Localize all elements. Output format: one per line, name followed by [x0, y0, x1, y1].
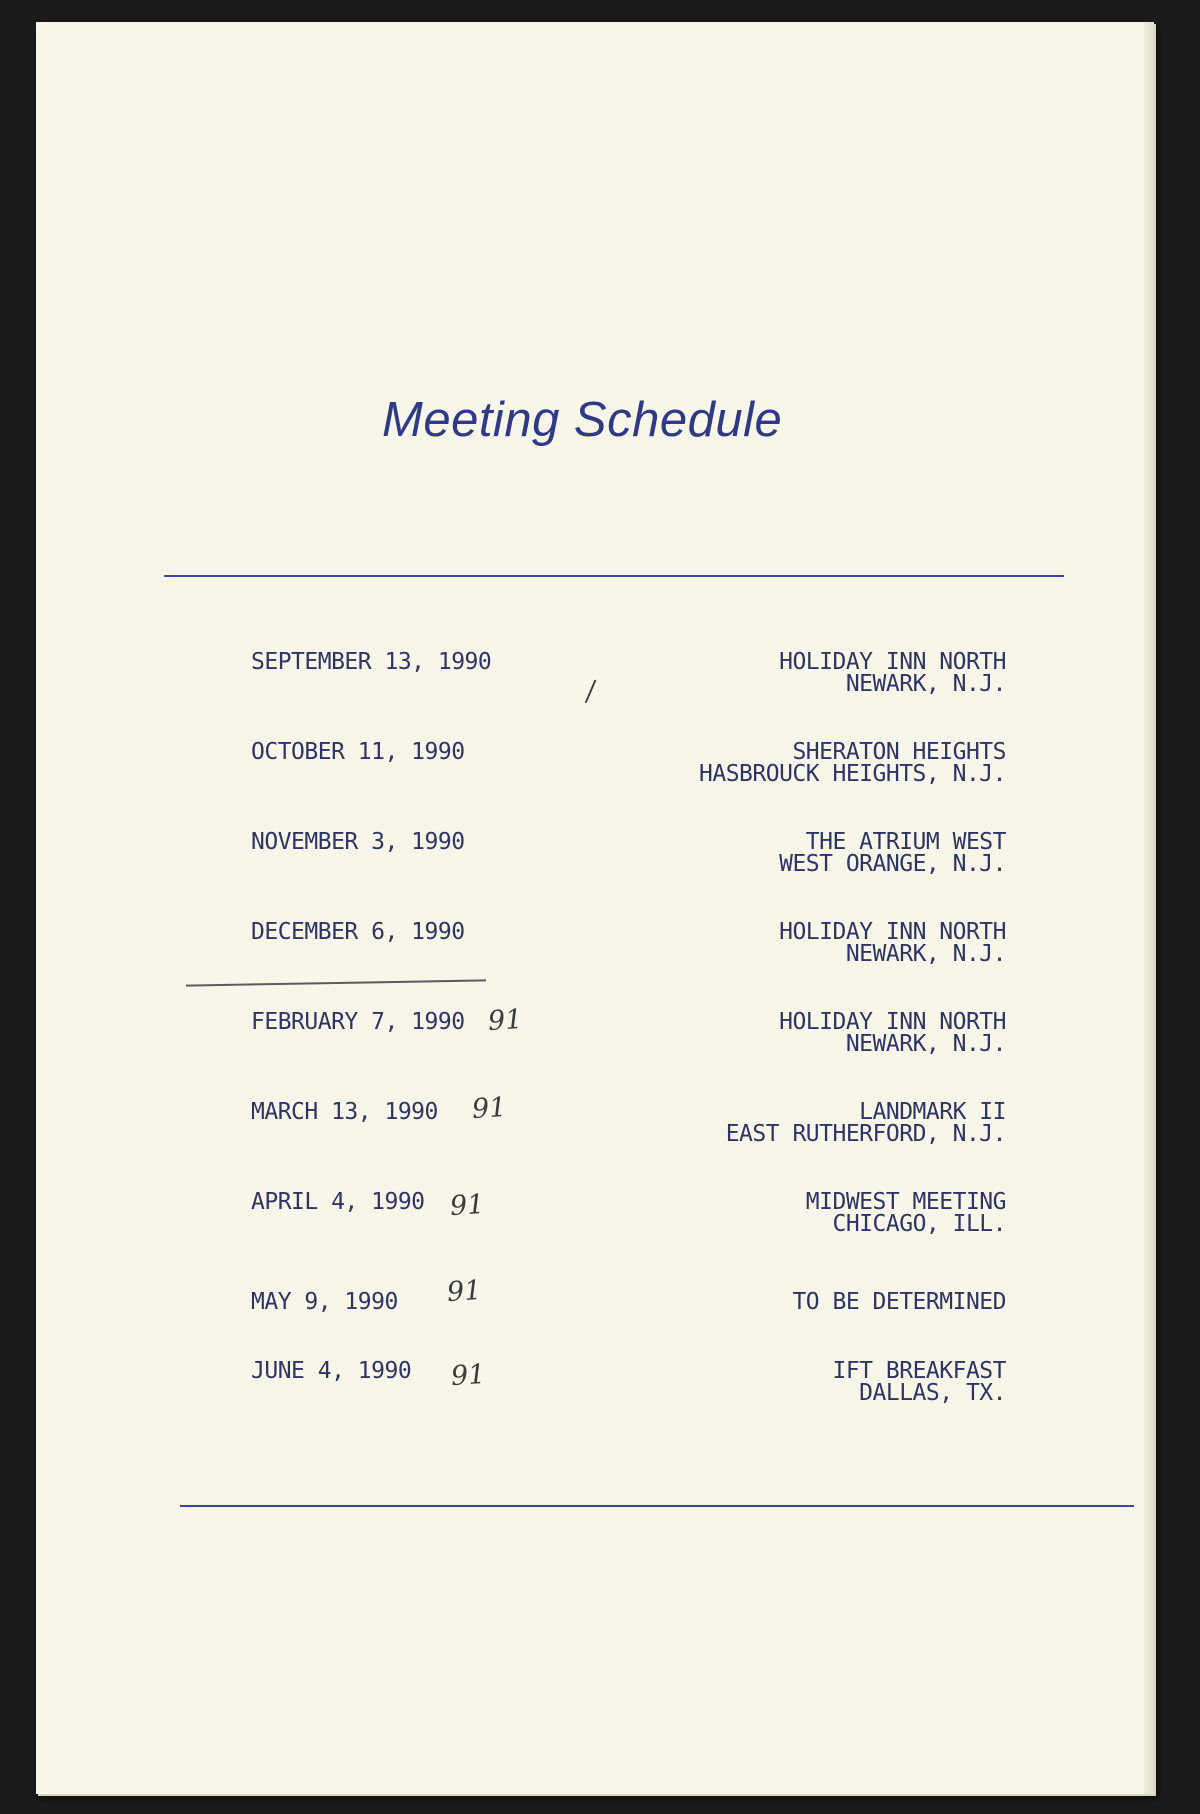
- meeting-date: OCTOBER 11, 1990: [251, 739, 465, 765]
- page-title: Meeting Schedule: [382, 393, 783, 447]
- venue-location: EAST RUTHERFORD, N.J.: [725, 1121, 1006, 1147]
- meeting-venue: [779, 1011, 1006, 1055]
- meeting-date: SEPTEMBER 13, 1990: [251, 649, 492, 675]
- meeting-date: APRIL 4, 1990: [251, 1189, 425, 1215]
- venue-name: HOLIDAY INN NORTH: [779, 649, 1006, 675]
- venue-location: WEST ORANGE, N.J.: [779, 851, 1006, 877]
- handwritten-mark: /: [584, 675, 597, 708]
- meeting-venue: [792, 1291, 1006, 1335]
- handwritten-year: 91: [486, 1003, 524, 1038]
- venue-location: CHICAGO, ILL.: [832, 1211, 1006, 1237]
- venue-name: IFT BREAKFAST: [832, 1358, 1006, 1384]
- venue-location: NEWARK, N.J.: [845, 941, 1006, 967]
- handwritten-year: 91: [449, 1358, 487, 1393]
- handwritten-year: 91: [445, 1274, 483, 1309]
- meeting-venue: [699, 741, 1006, 785]
- page-edge: [1144, 22, 1154, 1794]
- meeting-date: NOVEMBER 3, 1990: [251, 829, 465, 855]
- meeting-date: DECEMBER 6, 1990: [251, 919, 465, 945]
- venue-name: LANDMARK II: [859, 1099, 1006, 1125]
- schedule-page: [36, 22, 1154, 1794]
- handwritten-underline: [186, 979, 486, 986]
- venue-name: TO BE DETERMINED: [792, 1289, 1006, 1315]
- bottom-divider: [180, 1505, 1134, 1507]
- meeting-venue: [726, 1101, 1006, 1145]
- venue-location: NEWARK, N.J.: [845, 671, 1006, 697]
- venue-location: NEWARK, N.J.: [845, 1031, 1006, 1057]
- meeting-venue: [832, 1360, 1006, 1404]
- meeting-venue: [779, 921, 1006, 965]
- meeting-venue: [806, 1191, 1006, 1235]
- venue-location: DALLAS, TX.: [859, 1380, 1006, 1406]
- meeting-venue: [779, 831, 1006, 875]
- venue-name: HOLIDAY INN NORTH: [779, 1009, 1006, 1035]
- top-divider: [164, 575, 1064, 577]
- venue-name: THE ATRIUM WEST: [805, 829, 1006, 855]
- venue-name: HOLIDAY INN NORTH: [779, 919, 1006, 945]
- venue-name: MIDWEST MEETING: [805, 1189, 1006, 1215]
- meeting-venue: [779, 651, 1006, 695]
- meeting-date: MAY 9, 1990: [251, 1289, 398, 1315]
- venue-location: HASBROUCK HEIGHTS, N.J.: [699, 761, 1006, 787]
- venue-name: SHERATON HEIGHTS: [792, 739, 1006, 765]
- meeting-date: FEBRUARY 7, 1990: [251, 1009, 465, 1035]
- meeting-date: MARCH 13, 1990: [251, 1099, 438, 1125]
- venue-location: [792, 1313, 1006, 1335]
- handwritten-year: 91: [470, 1091, 508, 1126]
- handwritten-year: 91: [448, 1188, 486, 1223]
- meeting-date: JUNE 4, 1990: [251, 1358, 412, 1384]
